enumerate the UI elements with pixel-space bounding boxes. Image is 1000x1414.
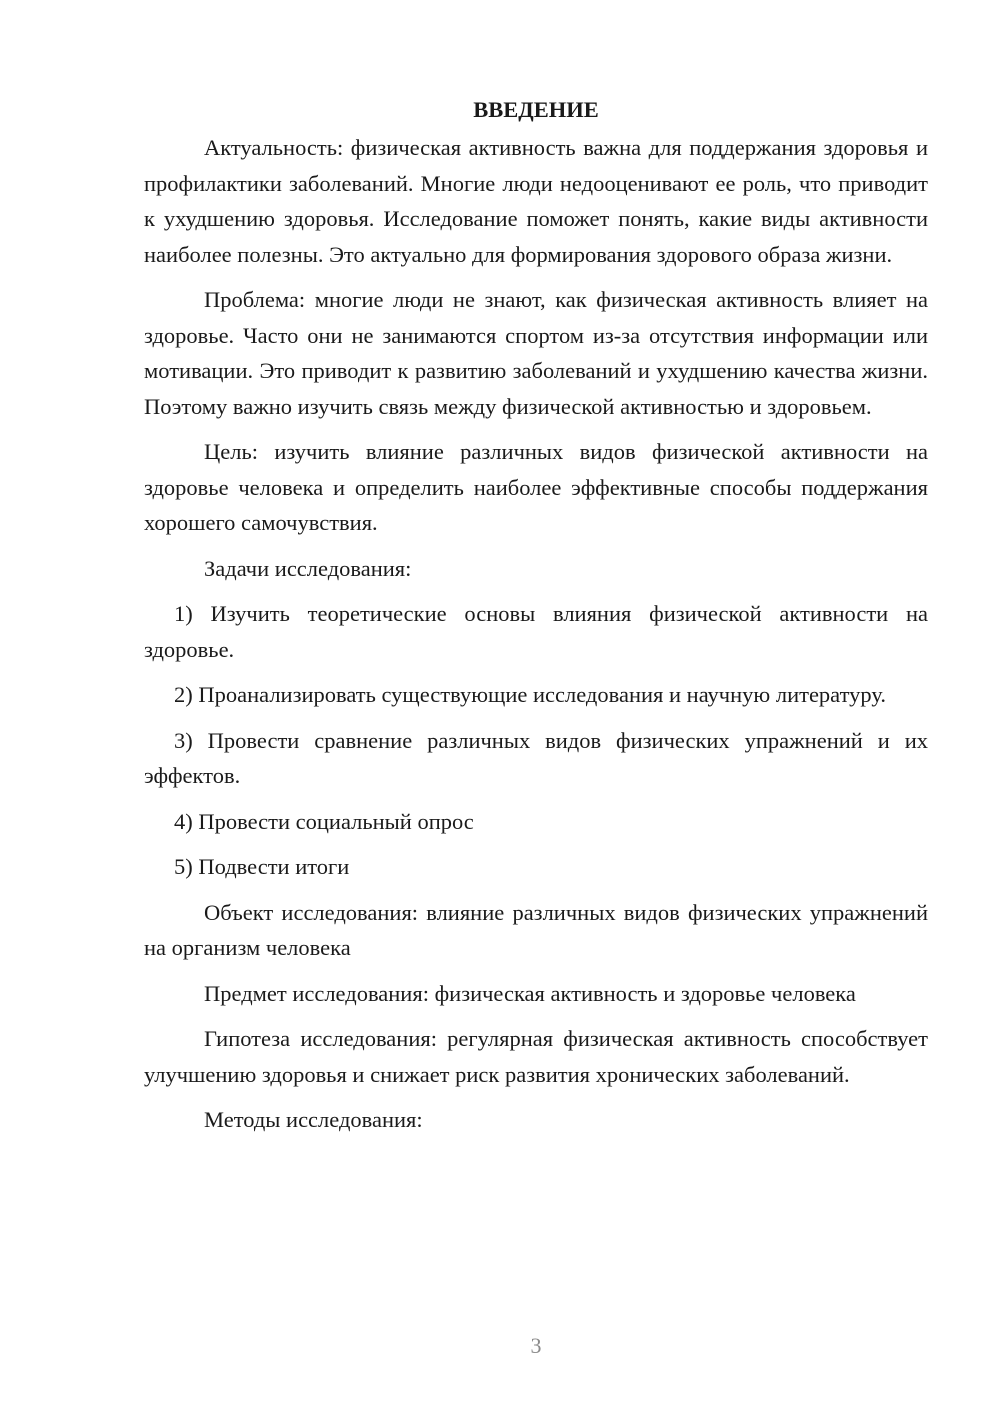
object-paragraph: Объект исследования: влияние различных видов физических упражнений на организм человека — [144, 899, 928, 960]
tasks-title: Задачи исследования: — [204, 555, 412, 581]
task-item-3: 3) Провести сравнение различных видов физических упражнений и их эффектов. — [144, 727, 928, 788]
section-heading: ВВЕДЕНИЕ — [473, 97, 599, 122]
task-item-4: 4) Провести социальный опрос — [174, 808, 474, 834]
page-number: 3 — [530, 1333, 542, 1358]
task-item-5: 5) Подвести итоги — [174, 854, 350, 879]
methods-title: Методы исследования: — [204, 1107, 423, 1132]
task-item-1: 1) Изучить теоретические основы влияния физической активности на здоровье. — [144, 601, 928, 662]
subject-paragraph: Предмет исследования: физическая активность и здоровье человека — [204, 980, 856, 1006]
relevance-paragraph: Актуальность: физическая активность важна для поддержания здоровья и профилактики заболеваний. Многие люди недооценивают ее роль, что приводит к ухудшению здоровья. Исследование поможет понять, какие виды активности наиболее полезны. Это актуально для формирования здорового образа жизни. — [144, 135, 928, 267]
hypothesis-paragraph: Гипотеза исследования: регулярная физическая активность способствует улучшению здоровья и снижает риск развития хронических заболеваний. — [144, 1026, 928, 1087]
document-page — [144, 90, 928, 1148]
goal-paragraph: Цель: изучить влияние различных видов физической активности на здоровье человека и определить наиболее эффективные способы поддержания хорошего самочувствия. — [144, 439, 928, 535]
task-item-2: 2) Проанализировать существующие исследования и научную литературу. — [174, 682, 886, 707]
problem-paragraph: Проблема: многие люди не знают, как физическая активность влияет на здоровье. Часто они не занимаются спортом из-за отсутствия информации или мотивации. Это приводит к развитию заболеваний и ухудшению качества жизни. Поэтому важно изучить связь между физической активностью и здоровьем. — [144, 287, 928, 419]
